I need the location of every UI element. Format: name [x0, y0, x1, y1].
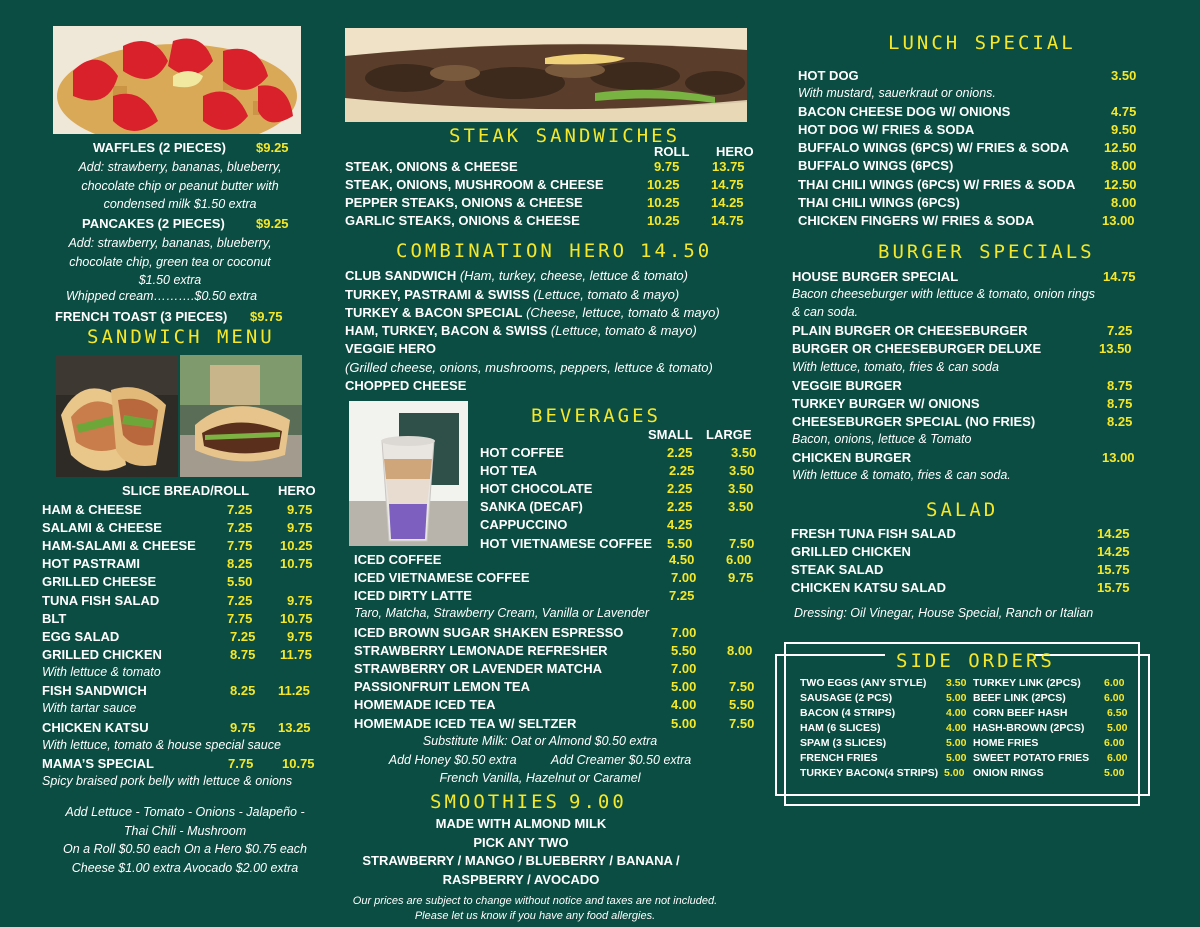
list-item: [791, 526, 956, 541]
item-name: HAM & CHEESE: [42, 502, 142, 517]
list-item: [42, 574, 156, 589]
item-price-small: 4.25: [667, 517, 693, 532]
burger-title: BURGER SPECIALS: [878, 241, 1095, 263]
side-item-name: HASH-BROWN (2PCS): [973, 722, 1085, 734]
item-price-hero: 10.75: [280, 611, 313, 626]
list-item: [792, 396, 980, 411]
side-item-price: 6.00: [1104, 692, 1125, 704]
item-price-small: 5.50: [671, 643, 697, 658]
item-name: TUNA FISH SALAD: [42, 593, 160, 608]
list-item: [42, 556, 140, 571]
beverage-extras: [355, 732, 725, 788]
item-price-small: 2.25: [667, 481, 693, 496]
item-price: 8.00: [1111, 195, 1137, 210]
steak-title: STEAK SANDWICHES: [449, 125, 681, 147]
item-name: HOT VIETNAMESE COFFEE: [480, 536, 652, 551]
item-name: STEAK, ONIONS & CHEESE: [345, 159, 518, 174]
item-price-large: 9.75: [728, 570, 754, 585]
item-note: With lettuce, tomato, fries & can soda: [792, 360, 999, 374]
item-name: THAI CHILI WINGS (6PCS): [798, 195, 960, 210]
item-name: HAM, TURKEY, BACON & SWISS: [345, 323, 548, 338]
side-item-price: 5.00: [946, 737, 967, 749]
list-item: [345, 159, 518, 174]
salad-title: SALAD: [926, 499, 999, 521]
list-item: [345, 378, 466, 393]
list-item: [798, 68, 859, 83]
item-price-large: 7.50: [729, 536, 755, 551]
side-item-price: 5.00: [1104, 767, 1125, 779]
french-toast-item: [55, 309, 227, 324]
list-item: [354, 570, 530, 585]
item-name: STRAWBERRY LEMONADE REFRESHER: [354, 643, 608, 658]
item-price: 14.25: [1097, 526, 1130, 541]
addon-line: Cheese $1.00 extra Avocado $2.00 extra: [71, 860, 299, 875]
pancakes-name: PANCAKES (2 PIECES): [82, 216, 225, 231]
side-item-name: TURKEY LINK (2PCS): [973, 677, 1081, 689]
item-price-roll: 10.25: [647, 195, 680, 210]
item-name: SANKA (DECAF): [480, 499, 583, 514]
side-item-price: 6.50: [1107, 707, 1128, 719]
item-note: & can soda.: [792, 305, 859, 319]
list-item: [792, 341, 1041, 356]
item-price-small: 7.00: [671, 661, 697, 676]
list-item: [42, 520, 162, 535]
side-item-name: SWEET POTATO FRIES: [973, 752, 1090, 764]
item-name: CLUB SANDWICH: [345, 268, 457, 283]
item-name: HOT TEA: [480, 463, 538, 478]
item-price-large: 6.00: [726, 552, 752, 567]
item-price-hero: 14.75: [711, 177, 744, 192]
item-price-roll: 7.25: [230, 629, 256, 644]
item-name: HOT DOG W/ FRIES & SODA: [798, 122, 975, 137]
side-item-price: 4.00: [946, 722, 967, 734]
item-price: 13.00: [1102, 450, 1135, 465]
sandwich-menu-title: SANDWICH MENU: [87, 326, 275, 348]
extras-line: French Vanilla, Hazelnut or Caramel: [439, 771, 641, 785]
item-price-roll: 8.25: [230, 683, 256, 698]
addon-line: Thai Chili - Mushroom: [123, 823, 247, 838]
item-name: ICED DIRTY LATTE: [354, 588, 472, 603]
item-price: 8.25: [1107, 414, 1133, 429]
waffles-note-line: Add: strawberry, bananas, blueberry,: [78, 160, 282, 174]
item-price-hero: 9.75: [287, 520, 313, 535]
item-name: BLT: [42, 611, 67, 626]
item-desc: (Ham, turkey, cheese, lettuce & tomato): [456, 268, 688, 283]
list-item: [480, 499, 583, 514]
item-price: 7.25: [1107, 323, 1133, 338]
side-item-price: 5.00: [946, 752, 967, 764]
item-price-small: 2.25: [667, 499, 693, 514]
side-item-name: TURKEY BACON(4 STRIPS): [800, 767, 939, 779]
list-item: [354, 643, 608, 658]
item-price-roll: 7.25: [227, 593, 253, 608]
list-item: [791, 580, 946, 595]
list-item: [345, 305, 720, 320]
item-price: 8.75: [1107, 396, 1133, 411]
smoothies-line: STRAWBERRY / MANGO / BLUEBERRY / BANANA /: [362, 853, 680, 868]
side-item-name: SPAM (3 SLICES): [800, 737, 887, 749]
list-item: [792, 414, 1035, 429]
sandwich-col-roll: SLICE BREAD/ROLL: [122, 483, 250, 498]
item-price-hero: 10.75: [282, 756, 315, 771]
pancakes-note-line: $1.50 extra: [138, 273, 202, 287]
item-name: BUFFALO WINGS (6PCS) W/ FRIES & SODA: [798, 140, 1069, 155]
item-name: VEGGIE HERO: [345, 341, 437, 356]
item-name: STRAWBERRY OR LAVENDER MATCHA: [354, 661, 602, 676]
item-price-roll: 5.50: [227, 574, 253, 589]
item-name: PASSIONFRUIT LEMON TEA: [354, 679, 530, 694]
item-price-large: 7.50: [729, 716, 755, 731]
addon-line: On a Roll $0.50 each On a Hero $0.75 each: [63, 842, 307, 856]
item-price-hero: 10.25: [280, 538, 313, 553]
combo-price: 14.50: [640, 240, 713, 262]
list-item: [345, 213, 580, 228]
item-price-large: 7.50: [729, 679, 755, 694]
pancakes-item: [82, 216, 225, 231]
list-item: [345, 177, 604, 192]
salad-dressing-note: Dressing: Oil Vinegar, House Special, Ranch or Italian: [794, 606, 1094, 620]
list-item: [354, 661, 602, 676]
list-item: [42, 683, 147, 698]
item-desc: (Lettuce, tomato & mayo): [547, 323, 697, 338]
list-item: [354, 679, 530, 694]
list-item: [42, 538, 196, 553]
item-price-small: 5.00: [671, 716, 697, 731]
item-price-hero: 13.25: [278, 720, 311, 735]
side-item-name: CORN BEEF HASH: [973, 707, 1068, 719]
item-name: BURGER OR CHEESEBURGER DELUXE: [792, 341, 1042, 356]
list-item: [345, 341, 436, 356]
item-name: TURKEY & BACON SPECIAL: [345, 305, 523, 320]
item-price-roll: 7.25: [227, 520, 253, 535]
item-price-roll: 7.75: [228, 756, 254, 771]
item-note: With tartar sauce: [42, 701, 137, 715]
side-item-price: 6.00: [1104, 737, 1125, 749]
list-item: [42, 502, 142, 517]
item-name: GRILLED CHICKEN: [42, 647, 162, 662]
item-price: 3.50: [1111, 68, 1137, 83]
item-price-small: 2.25: [669, 463, 695, 478]
side-item-name: HOME FRIES: [973, 737, 1039, 749]
item-price: 8.75: [1107, 378, 1133, 393]
item-name: VEGGIE BURGER: [792, 378, 902, 393]
item-price-hero: 9.75: [287, 502, 313, 517]
french-toast-name: FRENCH TOAST (3 PIECES): [55, 309, 228, 324]
pancakes-price: $9.25: [256, 216, 289, 231]
list-item: [42, 629, 119, 644]
item-price-hero: 14.25: [711, 195, 744, 210]
footer-line: Our prices are subject to change without notice and taxes are not included.: [352, 895, 718, 907]
item-name: CHICKEN BURGER: [792, 450, 912, 465]
side-item-price: 5.00: [944, 767, 965, 779]
list-item: [792, 269, 958, 284]
french-toast-price: $9.75: [250, 309, 283, 324]
list-item: [480, 445, 564, 460]
side-item-name: BEEF LINK (2PCS): [973, 692, 1066, 704]
waffles-name: WAFFLES (2 PIECES): [93, 140, 226, 155]
item-price-small: 7.25: [669, 588, 695, 603]
item-name: CHEESEBURGER SPECIAL (NO FRIES): [792, 414, 1036, 429]
list-item: [42, 611, 66, 626]
list-item: [480, 517, 567, 532]
item-price-large: 3.50: [728, 499, 754, 514]
item-price: 13.50: [1099, 341, 1132, 356]
item-name: BUFFALO WINGS (6PCS): [798, 158, 954, 173]
item-name: STEAK, ONIONS, MUSHROOM & CHEESE: [345, 177, 604, 192]
side-item-name: ONION RINGS: [973, 767, 1044, 779]
item-name: THAI CHILI WINGS (6PCS) W/ FRIES & SODA: [798, 177, 1076, 192]
item-note: With lettuce & tomato, fries & can soda.: [792, 468, 1011, 482]
side-item-price: 6.00: [1104, 677, 1125, 689]
waffles-price: $9.25: [256, 140, 289, 155]
sandwich-addons: [30, 803, 340, 877]
list-item: [791, 562, 883, 577]
smoothies-line: PICK ANY TWO: [473, 834, 569, 850]
item-price-large: 8.00: [727, 643, 753, 658]
item-name: GRILLED CHICKEN: [791, 544, 911, 559]
item-price: 12.50: [1104, 140, 1137, 155]
item-desc: (Lettuce, tomato & mayo): [529, 287, 680, 302]
list-item: [354, 697, 496, 712]
item-price-small: 4.50: [669, 552, 695, 567]
pancakes-note-line: chocolate chip, green tea or coconut: [69, 254, 271, 269]
item-name: PEPPER STEAKS, ONIONS & CHEESE: [345, 195, 583, 210]
waffles-note-line: chocolate chip or peanut butter with: [81, 178, 279, 193]
list-item: [345, 195, 583, 210]
item-desc: (Cheese, lettuce, tomato & mayo): [522, 305, 720, 320]
list-item: [480, 463, 537, 478]
list-item: [480, 536, 652, 551]
steak-photo: [345, 28, 747, 122]
item-price-hero: 9.75: [287, 593, 313, 608]
item-price-roll: 9.75: [230, 720, 256, 735]
side-item-name: HAM (6 SLICES): [800, 722, 881, 734]
item-name: HAM-SALAMI & CHEESE: [42, 538, 196, 553]
item-name: TURKEY, PASTRAMI & SWISS: [345, 287, 530, 302]
list-item: [798, 195, 960, 210]
item-price-small: 5.00: [671, 679, 697, 694]
item-price-roll: 10.25: [647, 213, 680, 228]
item-price: 14.75: [1103, 269, 1136, 284]
item-name: CHICKEN FINGERS W/ FRIES & SODA: [798, 213, 1035, 228]
item-name: CAPPUCCINO: [480, 517, 568, 532]
smoothies-line: MADE WITH ALMOND MILK: [435, 816, 607, 831]
side-item-name: SAUSAGE (2 PCS): [800, 692, 893, 704]
beverages-col-small: SMALL: [648, 427, 693, 442]
pancakes-note-line: Add: strawberry, bananas, blueberry,: [68, 236, 272, 250]
list-item: [798, 158, 953, 173]
item-price-roll: 10.25: [647, 177, 680, 192]
item-price: 15.75: [1097, 562, 1130, 577]
list-item: [345, 287, 679, 302]
side-item-price: 6.00: [1107, 752, 1128, 764]
item-price-large: 5.50: [729, 697, 755, 712]
list-item: [354, 716, 576, 731]
item-price-roll: 9.75: [654, 159, 680, 174]
list-item: [792, 323, 1027, 338]
lunch-title: LUNCH SPECIAL: [888, 32, 1076, 54]
item-price-hero: 14.75: [711, 213, 744, 228]
item-name: PLAIN BURGER OR CHEESEBURGER: [792, 323, 1028, 338]
beverages-title: BEVERAGES: [531, 405, 661, 427]
item-name: STEAK SALAD: [791, 562, 884, 577]
list-item: [354, 625, 623, 640]
item-name: CHICKEN KATSU SALAD: [791, 580, 947, 595]
list-item: [798, 177, 1075, 192]
sandwich-photo-2: [180, 355, 302, 477]
footer-line: Please let us know if you have any food allergies.: [414, 910, 656, 922]
list-item: [42, 647, 162, 662]
item-name: BACON CHEESE DOG W/ ONIONS: [798, 104, 1011, 119]
item-name: GRILLED CHEESE: [42, 574, 157, 589]
item-price-small: 4.00: [671, 697, 697, 712]
item-name: ICED VIETNAMESE COFFEE: [354, 570, 530, 585]
waffles-note: [55, 158, 305, 214]
item-price: 12.50: [1104, 177, 1137, 192]
combo-title: COMBINATION HERO: [396, 240, 628, 262]
waffles-note-line: condensed milk $1.50 extra: [103, 197, 257, 211]
side-item-price: 3.50: [946, 677, 967, 689]
addon-line: Add Lettuce - Tomato - Onions - Jalapeño -: [65, 805, 305, 819]
item-price-hero: 11.25: [278, 683, 310, 698]
sandwich-photo-1: [56, 355, 178, 477]
item-note: With lettuce & tomato: [42, 665, 161, 679]
smoothies-title: SMOOTHIES: [430, 791, 560, 813]
item-note: Bacon cheeseburger with lettuce & tomato, onion rings: [792, 287, 1095, 301]
steak-col-hero: HERO: [716, 144, 754, 159]
item-name: HOUSE BURGER SPECIAL: [792, 269, 959, 284]
item-name: TURKEY BURGER W/ ONIONS: [792, 396, 980, 411]
item-price: 4.75: [1111, 104, 1137, 119]
item-price-small: 2.25: [667, 445, 693, 460]
list-item: [798, 140, 1069, 155]
item-note: Bacon, onions, lettuce & Tomato: [792, 432, 972, 446]
item-price-hero: 10.75: [280, 556, 313, 571]
item-name: FISH SANDWICH: [42, 683, 147, 698]
item-note: With mustard, sauerkraut or onions.: [798, 86, 996, 100]
list-item: [42, 593, 159, 608]
list-item: [480, 481, 592, 496]
item-name: EGG SALAD: [42, 629, 120, 644]
item-name: CHOPPED CHEESE: [345, 378, 467, 393]
list-item: [798, 122, 974, 137]
smoothies-line: RASPBERRY / AVOCADO: [442, 871, 600, 887]
waffles-photo: [53, 26, 301, 134]
pancakes-note: [45, 234, 295, 290]
list-item: [345, 323, 697, 338]
item-name: SALAMI & CHEESE: [42, 520, 162, 535]
iced-drink-photo: [349, 401, 468, 546]
side-item-price: 4.00: [946, 707, 967, 719]
item-price-hero: 9.75: [287, 629, 313, 644]
steak-col-roll: ROLL: [654, 144, 690, 159]
list-item: [345, 360, 713, 375]
list-item: [42, 756, 154, 771]
item-price-hero: 13.75: [712, 159, 745, 174]
sandwich-col-hero: HERO: [278, 483, 316, 498]
item-name: HOT PASTRAMI: [42, 556, 140, 571]
item-name: MAMA’S SPECIAL: [42, 756, 154, 771]
item-name: ICED BROWN SUGAR SHAKEN ESPRESSO: [354, 625, 624, 640]
list-item: [792, 450, 911, 465]
side-item-price: 5.00: [946, 692, 967, 704]
list-item: [798, 104, 1010, 119]
whipped-cream-note: Whipped cream……….$0.50 extra: [66, 289, 258, 303]
side-item-name: TWO EGGS (ANY STYLE): [800, 677, 927, 689]
item-price: 8.00: [1111, 158, 1137, 173]
extras-line: Substitute Milk: Oat or Almond $0.50 extra: [422, 734, 658, 748]
item-price-large: 3.50: [731, 445, 757, 460]
item-price-roll: 8.25: [227, 556, 253, 571]
item-price-large: 3.50: [729, 463, 755, 478]
item-name: HOMEMADE ICED TEA: [354, 697, 496, 712]
waffles-item: [93, 140, 226, 155]
item-note: With lettuce, tomato & house special sauce: [42, 738, 281, 752]
side-orders-title: SIDE ORDERS: [896, 650, 1055, 672]
item-price: 15.75: [1097, 580, 1130, 595]
list-item: [354, 552, 441, 567]
item-price-small: 7.00: [671, 570, 697, 585]
smoothies-details: [340, 815, 702, 889]
item-note: Taro, Matcha, Strawberry Cream, Vanilla or Lavender: [354, 606, 650, 620]
item-price: 13.00: [1102, 213, 1135, 228]
item-price-small: 7.00: [671, 625, 697, 640]
item-name: HOT DOG: [798, 68, 859, 83]
item-name: CHICKEN KATSU: [42, 720, 149, 735]
item-name: HOT CHOCOLATE: [480, 481, 593, 496]
item-name: GARLIC STEAKS, ONIONS & CHEESE: [345, 213, 580, 228]
item-price-roll: 8.75: [230, 647, 256, 662]
item-price-roll: 7.75: [227, 538, 253, 553]
item-note: Spicy braised pork belly with lettuce & onions: [42, 774, 293, 788]
item-price-roll: 7.25: [227, 502, 253, 517]
item-price-small: 5.50: [667, 536, 693, 551]
item-price-roll: 7.75: [227, 611, 253, 626]
item-price-large: 3.50: [728, 481, 754, 496]
item-name: HOMEMADE ICED TEA W/ SELTZER: [354, 716, 577, 731]
item-name: ICED COFFEE: [354, 552, 442, 567]
list-item: [798, 213, 1034, 228]
item-desc: (Grilled cheese, onions, mushrooms, peppers, lettuce & tomato): [345, 360, 713, 375]
item-name: FRESH TUNA FISH SALAD: [791, 526, 956, 541]
list-item: [345, 268, 688, 283]
side-item-price: 5.00: [1107, 722, 1128, 734]
list-item: [792, 378, 902, 393]
list-item: [791, 544, 911, 559]
smoothies-price: 9.00: [569, 791, 627, 813]
side-item-name: FRENCH FRIES: [800, 752, 878, 764]
item-price-hero: 11.75: [280, 647, 312, 662]
list-item: [42, 720, 149, 735]
item-name: HOT COFFEE: [480, 445, 564, 460]
side-item-name: BACON (4 STRIPS): [800, 707, 896, 719]
footer-disclaimer: [320, 894, 750, 924]
beverages-col-large: LARGE: [706, 427, 752, 442]
item-price: 9.50: [1111, 122, 1137, 137]
extras-line: Add Honey $0.50 extra Add Creamer $0.50 extra: [388, 752, 692, 767]
item-price: 14.25: [1097, 544, 1130, 559]
list-item: [354, 588, 472, 603]
